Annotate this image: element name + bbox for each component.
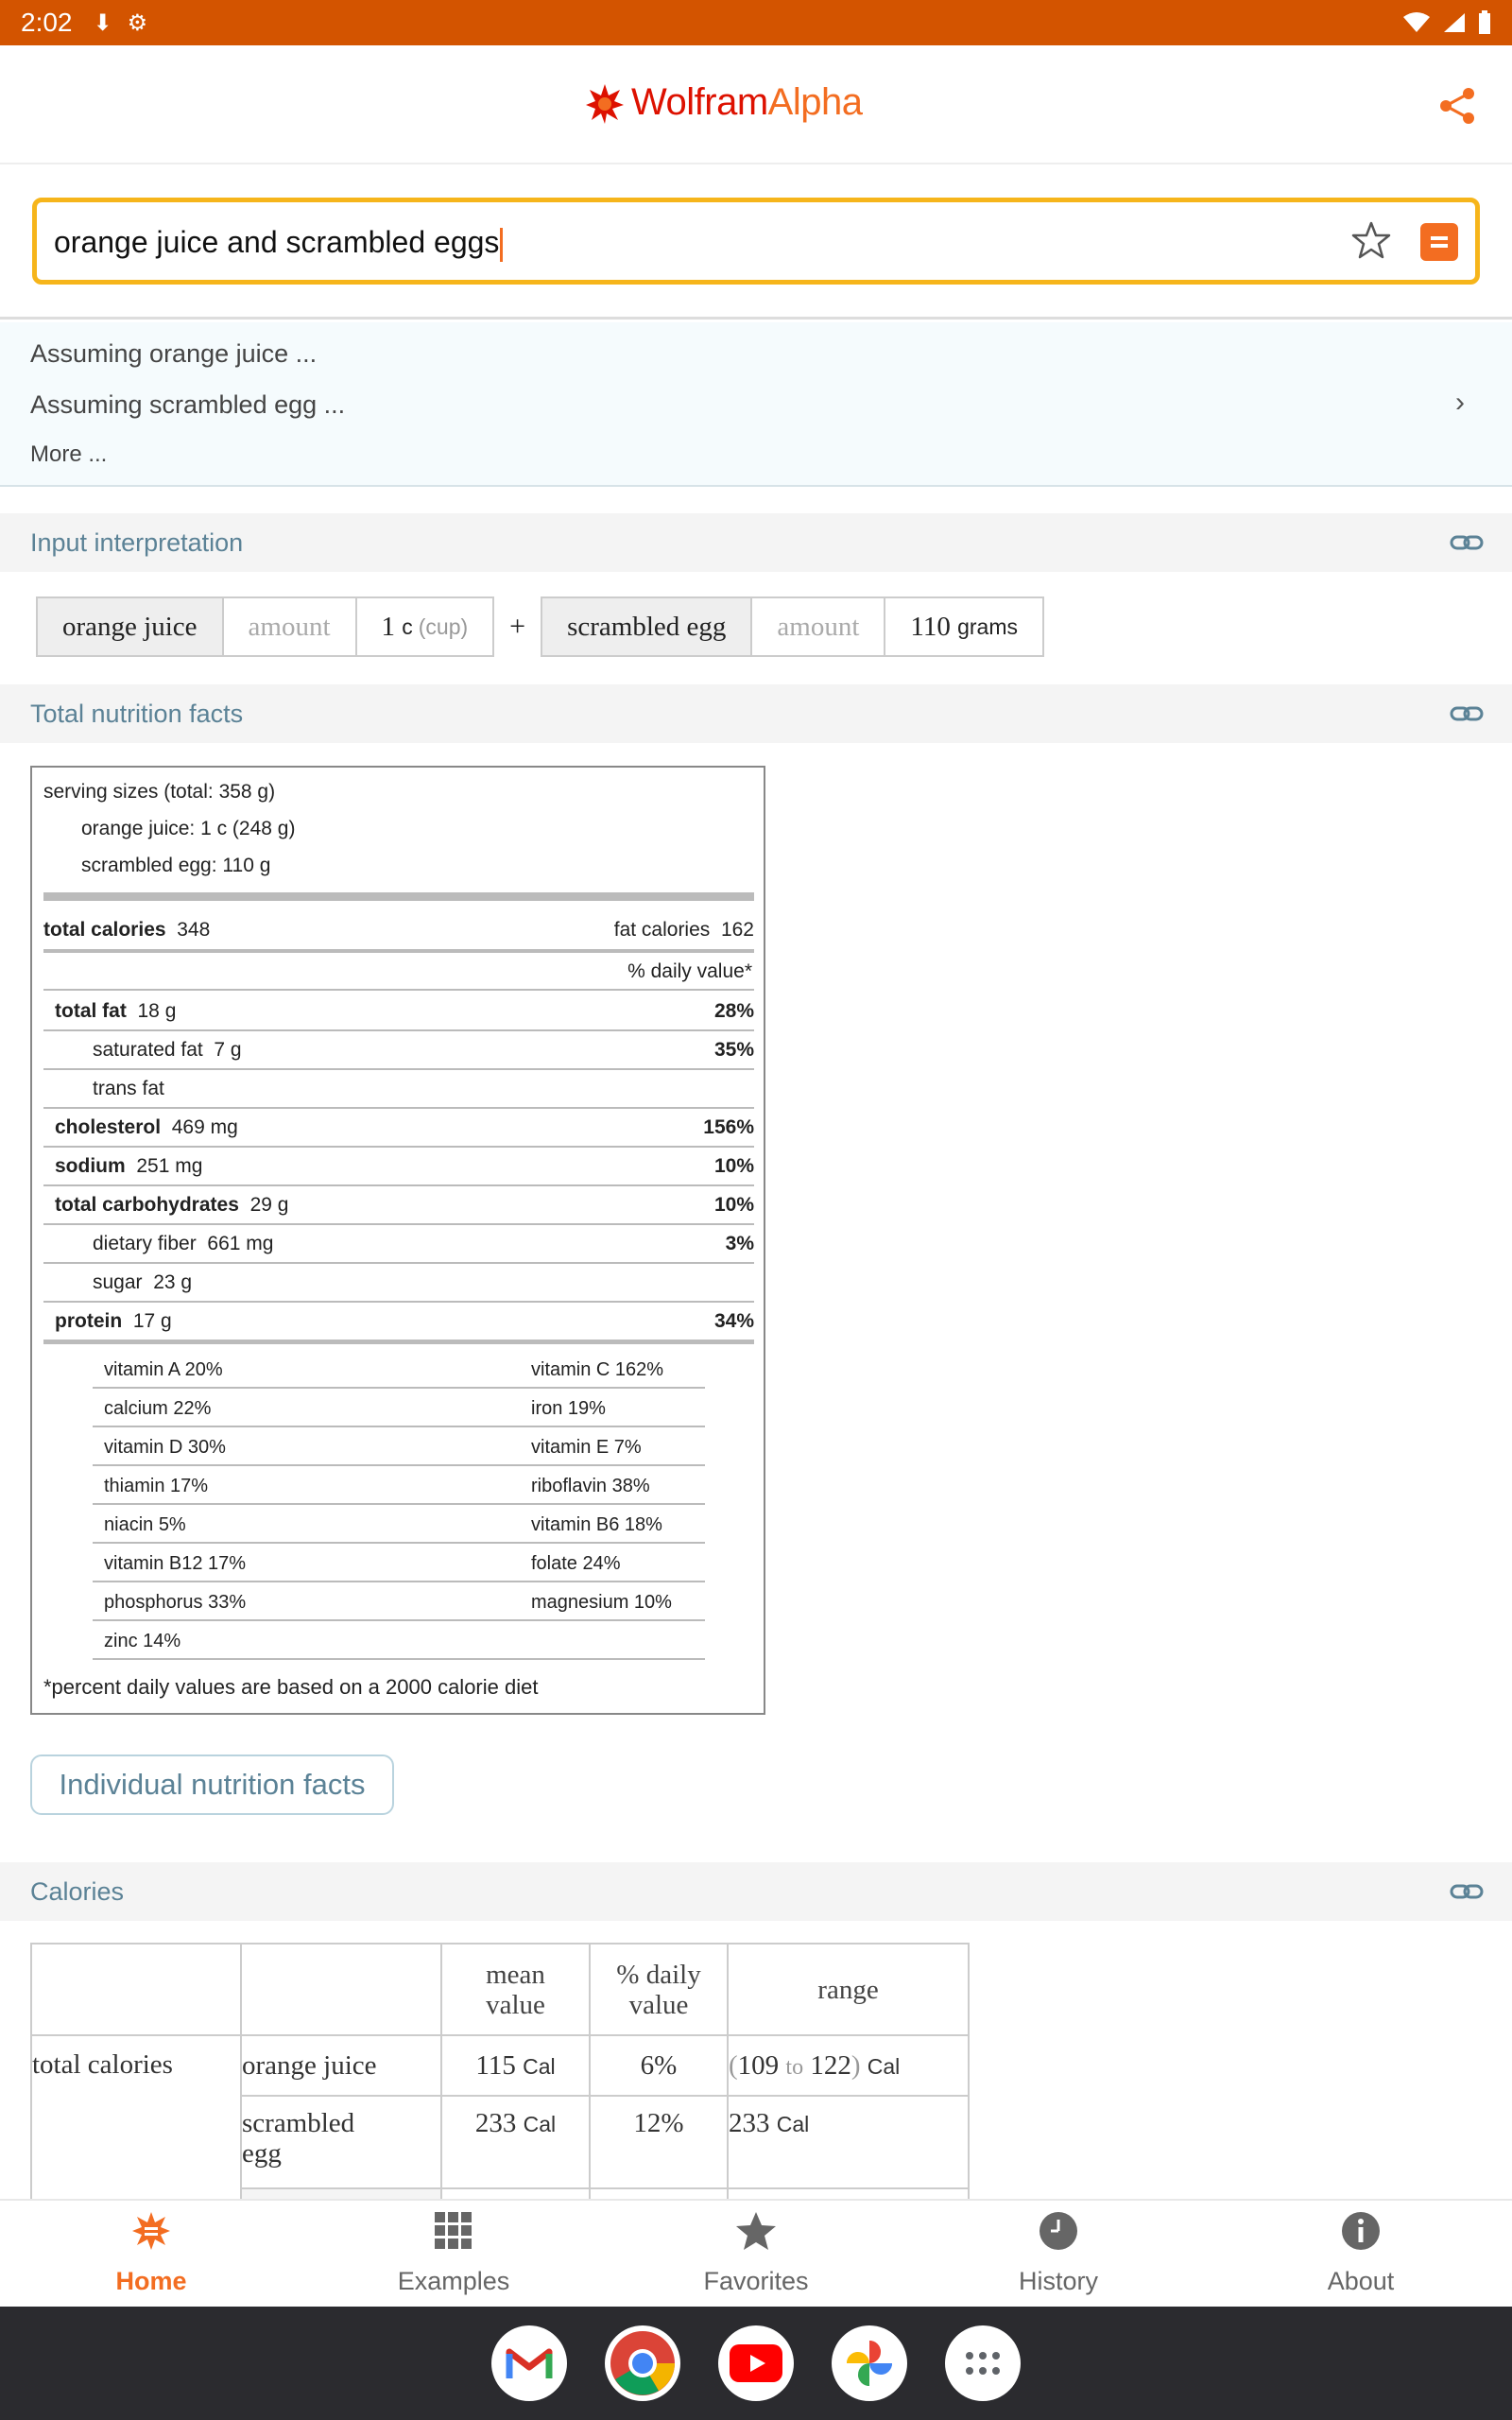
status-time: 2:02 [21, 8, 73, 37]
header-text: value [486, 1989, 545, 2020]
header-text: % daily [616, 1959, 701, 1990]
nav-label: Home [115, 2267, 187, 2295]
daily-value-cell: 6% [590, 2035, 728, 2096]
daily-value-cell: 12% [590, 2096, 728, 2188]
interp-item-scrambled-egg: scrambled egg [541, 596, 752, 657]
nutrient-label: saturated fat [93, 1039, 203, 1061]
star-icon [735, 2210, 777, 2252]
header-text: value [628, 1989, 689, 2020]
interp-unit-full: (cup) [418, 614, 469, 639]
pod-title: Total nutrition facts [30, 700, 244, 728]
vitamin-value: vitamin D 30% [104, 1437, 226, 1458]
vitamin-row [93, 1582, 705, 1621]
vitamin-value: niacin 5% [104, 1514, 186, 1535]
nutrient-label: total carbohydrates [55, 1194, 239, 1216]
range-value: 233 [729, 2108, 770, 2138]
nutrient-label: total fat [55, 1000, 127, 1022]
nav-label: Examples [397, 2267, 510, 2295]
nav-favorites[interactable] [605, 2201, 907, 2308]
nutrient-amount: 29 g [249, 1194, 289, 1216]
fat-calories-label: fat calories [613, 919, 711, 941]
nutrient-label: protein [55, 1310, 123, 1332]
vitamin-value: vitamin B6 18% [531, 1514, 662, 1535]
range-cell: (109 to 122) Cal [728, 2035, 969, 2096]
vitamin-value: folate 24% [531, 1553, 621, 1574]
interp-qty: 110 [910, 611, 951, 642]
header-text: mean [486, 1959, 545, 1990]
nutrient-amount: 18 g [137, 1000, 177, 1022]
link-icon[interactable] [1450, 700, 1484, 728]
nutrient-row [43, 1031, 754, 1070]
nav-label: History [1018, 2267, 1098, 2295]
nutrient-row [43, 1303, 754, 1341]
battery-icon [1478, 10, 1491, 35]
serving-size-scrambled-egg: scrambled egg: 110 g [81, 855, 271, 876]
download-status-icon: ⬇ [93, 9, 112, 36]
vitamin-value: vitamin B12 17% [104, 1553, 247, 1574]
interp-amount-value [885, 596, 1044, 657]
assumption-orange-juice[interactable]: Assuming orange juice ... [30, 339, 318, 368]
input-interpretation-row [36, 596, 1044, 657]
chevron-right-icon[interactable]: › [1455, 387, 1465, 418]
nutrient-name [55, 1155, 202, 1178]
gmail-app-icon[interactable] [491, 2325, 567, 2401]
nutrient-amount: 251 mg [136, 1155, 203, 1177]
vitamin-value: thiamin 17% [104, 1476, 209, 1496]
unit: Cal [523, 2053, 556, 2079]
link-icon[interactable] [1450, 528, 1484, 557]
nutrient-name [55, 1310, 172, 1333]
range-cell [728, 2096, 969, 2188]
assumptions-panel[interactable] [0, 322, 1512, 487]
chrome-app-icon[interactable] [605, 2325, 680, 2401]
settings-status-icon: ⚙ [127, 9, 148, 36]
pod-title: Input interpretation [30, 528, 244, 557]
unit: Cal [776, 2112, 810, 2136]
nutrient-row [43, 993, 754, 1031]
range-high: 122 [810, 2049, 851, 2081]
text-cursor [500, 228, 503, 262]
header-daily-value [590, 1944, 728, 2035]
range-low: 109 [737, 2049, 780, 2081]
nutrient-row [43, 1148, 754, 1186]
vitamin-value: phosphorus 33% [104, 1592, 247, 1613]
food-orange-juice: orange juice [241, 2035, 441, 2096]
pod-header-calories [0, 1862, 1512, 1921]
divider [43, 989, 754, 991]
vitamin-value: vitamin A 20% [104, 1359, 223, 1380]
vitamin-row [93, 1621, 705, 1660]
interp-amount-label: amount [752, 596, 885, 657]
vitamin-row [93, 1350, 705, 1389]
nutrient-row [43, 1070, 754, 1109]
row-label-total-calories: total calories [31, 2035, 241, 2226]
total-calories-label: total calories [43, 919, 166, 941]
search-query-text[interactable]: orange juice and scrambled eggs [54, 225, 500, 259]
nutrient-row [43, 1186, 754, 1225]
youtube-app-icon[interactable] [718, 2325, 794, 2401]
table-cell [31, 1944, 241, 2035]
nav-home[interactable] [0, 2201, 302, 2308]
share-icon[interactable] [1436, 85, 1478, 127]
nav-label: Favorites [703, 2267, 809, 2295]
nutrient-amount: 17 g [132, 1310, 172, 1332]
vitamin-row [93, 1505, 705, 1544]
nutrient-amount: 469 mg [171, 1116, 238, 1138]
nutrition-label [30, 766, 765, 1715]
home-spikey-icon [130, 2210, 172, 2252]
system-dock [0, 2307, 1512, 2420]
nav-label: About [1327, 2267, 1395, 2295]
assumptions-more-link[interactable]: More ... [30, 441, 108, 467]
mean-value-cell [441, 2096, 590, 2188]
food-name: egg [242, 2138, 282, 2169]
vitamin-value: riboflavin 38% [531, 1476, 650, 1496]
link-icon[interactable] [1450, 1877, 1484, 1906]
header-range: range [728, 1944, 969, 2035]
app-drawer-icon[interactable] [945, 2325, 1021, 2401]
vitamin-value: zinc 14% [104, 1631, 181, 1651]
nutrient-daily-percent: 35% [713, 1039, 754, 1061]
logo-wolfram-text: Wolfram [631, 81, 768, 123]
clock-icon [1038, 2210, 1079, 2252]
nutrient-label: sugar [93, 1271, 143, 1293]
vitamin-row [93, 1544, 705, 1582]
nutrient-label: dietary fiber [93, 1233, 197, 1254]
assumption-scrambled-egg[interactable]: Assuming scrambled egg ... [30, 390, 346, 419]
table-cell [241, 1944, 441, 2035]
calories-table [30, 1943, 970, 2227]
header-mean-value [441, 1944, 590, 2035]
nutrient-name [55, 1194, 288, 1217]
daily-value-header: % daily value* [627, 960, 752, 982]
search-input[interactable] [32, 198, 1480, 285]
nav-examples[interactable] [302, 2201, 605, 2308]
nutrient-daily-percent: 156% [703, 1116, 754, 1138]
daily-value-footnote: *percent daily values are based on a 2000 calorie diet [43, 1675, 539, 1699]
search-area [0, 164, 1512, 320]
wifi-icon [1402, 11, 1431, 34]
logo-alpha-text: Alpha [767, 81, 863, 123]
mean-value-cell [441, 2035, 590, 2096]
table-row [31, 2035, 969, 2096]
nav-about[interactable] [1210, 2201, 1512, 2308]
interp-amount-value [357, 596, 495, 657]
range-to: to [785, 2054, 804, 2080]
pod-title: Calories [30, 1877, 125, 1906]
signal-icon [1442, 11, 1467, 34]
interp-item-orange-juice: orange juice [36, 596, 224, 657]
vitamin-row [93, 1427, 705, 1466]
vitamin-value: vitamin C 162% [531, 1359, 664, 1380]
divider [43, 1340, 754, 1344]
unit: Cal [867, 2053, 901, 2079]
vitamin-value: magnesium 10% [531, 1592, 672, 1613]
interp-unit: grams [957, 614, 1018, 639]
nutrient-daily-percent: 10% [713, 1155, 754, 1177]
value: 115 [475, 2049, 516, 2081]
wolfram-alpha-logo [584, 81, 862, 124]
nutrient-amount: 23 g [153, 1271, 193, 1293]
total-calories-value: 348 [177, 919, 211, 941]
food-scrambled-egg [241, 2096, 441, 2188]
nutrient-daily-percent: 10% [713, 1194, 754, 1216]
nutrient-name [55, 1000, 176, 1023]
nutrient-daily-percent: 28% [713, 1000, 754, 1022]
unit: Cal [523, 2112, 557, 2136]
pod-header-total-nutrition-facts [0, 684, 1512, 743]
vitamin-value: vitamin E 7% [531, 1437, 642, 1458]
divider [43, 892, 754, 901]
nutrient-label: cholesterol [55, 1116, 162, 1138]
serving-sizes-total: serving sizes (total: 358 g) [43, 781, 276, 803]
nutrient-name [93, 1039, 242, 1062]
vitamin-row [93, 1389, 705, 1427]
nutrient-label: trans fat [93, 1078, 164, 1099]
nutrient-daily-percent: 3% [725, 1233, 754, 1254]
grid-icon [433, 2210, 474, 2252]
info-icon [1340, 2210, 1382, 2252]
interp-amount-label: amount [224, 596, 357, 657]
nutrient-amount: 661 mg [207, 1233, 274, 1254]
nutrient-row [43, 1109, 754, 1148]
nutrient-daily-percent: 34% [713, 1310, 754, 1332]
serving-size-orange-juice: orange juice: 1 c (248 g) [81, 818, 296, 839]
favorite-star-icon[interactable] [1350, 219, 1392, 261]
nutrient-name [93, 1233, 273, 1255]
individual-nutrition-facts-button[interactable]: Individual nutrition facts [30, 1754, 394, 1815]
divider [43, 949, 754, 953]
status-bar [0, 0, 1512, 45]
value: 233 [474, 2108, 517, 2138]
nutrient-label: sodium [55, 1155, 126, 1177]
food-name: scrambled [242, 2108, 355, 2138]
nav-history[interactable] [907, 2201, 1210, 2308]
bottom-navigation [0, 2199, 1512, 2307]
pod-header-input-interpretation [0, 513, 1512, 572]
nutrient-name [93, 1078, 170, 1100]
vitamin-value: iron 19% [531, 1398, 606, 1419]
interp-qty: 1 [381, 611, 396, 642]
nutrient-amount: 7 g [214, 1039, 242, 1061]
table-header-row [31, 1944, 969, 2035]
interp-unit: c [402, 614, 413, 639]
fat-calories-value: 162 [720, 919, 754, 941]
vitamin-value: calcium 22% [104, 1398, 212, 1419]
nutrient-row [43, 1225, 754, 1264]
calories-row [43, 911, 754, 949]
nutrient-name [55, 1116, 238, 1139]
interp-plus: + [509, 611, 526, 642]
photos-app-icon[interactable] [832, 2325, 907, 2401]
nutrient-row [43, 1264, 754, 1303]
app-header [0, 45, 1512, 164]
compute-equals-button[interactable] [1420, 223, 1458, 261]
nutrient-name [93, 1271, 192, 1294]
wolfram-spikey-icon [584, 82, 626, 124]
vitamin-row [93, 1466, 705, 1505]
